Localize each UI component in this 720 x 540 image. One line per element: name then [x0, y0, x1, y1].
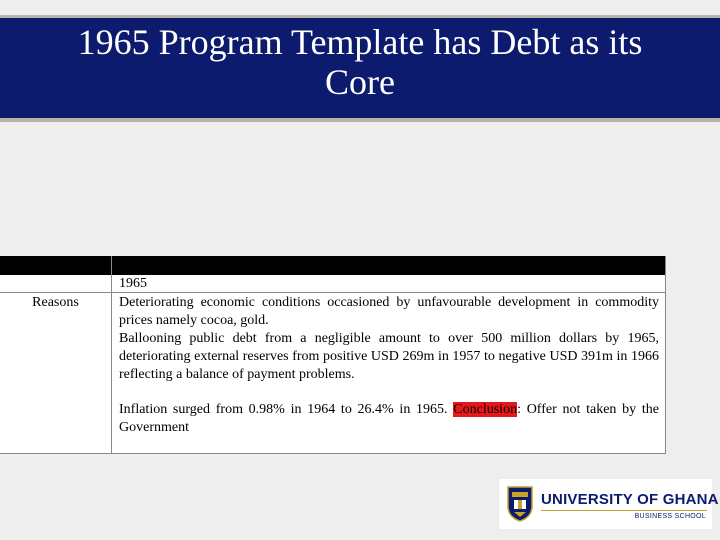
reason-paragraph-2: Ballooning public debt from a negligible amount to over 500 million dollars by 1965, deteriorating external reserves from positive USD 269m in 1957 to negative USD 391m in 1966 reflecting a balance of payment problems. — [119, 331, 659, 382]
slide-title-line-1: 1965 Program Template has Debt as its — [77, 22, 643, 62]
table-year-cell: 1965 — [119, 276, 147, 291]
university-logo — [499, 479, 719, 529]
reasons-table — [0, 256, 666, 454]
table-row-label: Reasons — [32, 295, 79, 310]
reason-paragraph-1: Deteriorating economic conditions occasioned by unfavourable development in commodity prices namely cocoa, gold. — [119, 295, 659, 328]
slide-title-line-2: Core — [325, 62, 395, 102]
logo-divider — [541, 510, 707, 511]
conclusion-highlight: Conclusion — [453, 402, 518, 417]
table-year-row — [0, 275, 665, 293]
inflation-text: Inflation surged from 0.98% in 1964 to 26.4% in 1965. — [119, 402, 454, 417]
logo-university-name: UNIVERSITY OF GHANA — [541, 491, 719, 508]
table-header-band — [0, 256, 665, 275]
reason-paragraph-3 — [119, 401, 659, 437]
logo-school-name: BUSINESS SCHOOL — [634, 513, 706, 520]
conclusion-text: : Offer not taken by the Government — [119, 402, 659, 435]
table-reasons-cell — [119, 294, 659, 437]
column-divider — [111, 256, 112, 453]
university-crest-icon — [507, 486, 533, 522]
slide-title — [0, 22, 720, 102]
